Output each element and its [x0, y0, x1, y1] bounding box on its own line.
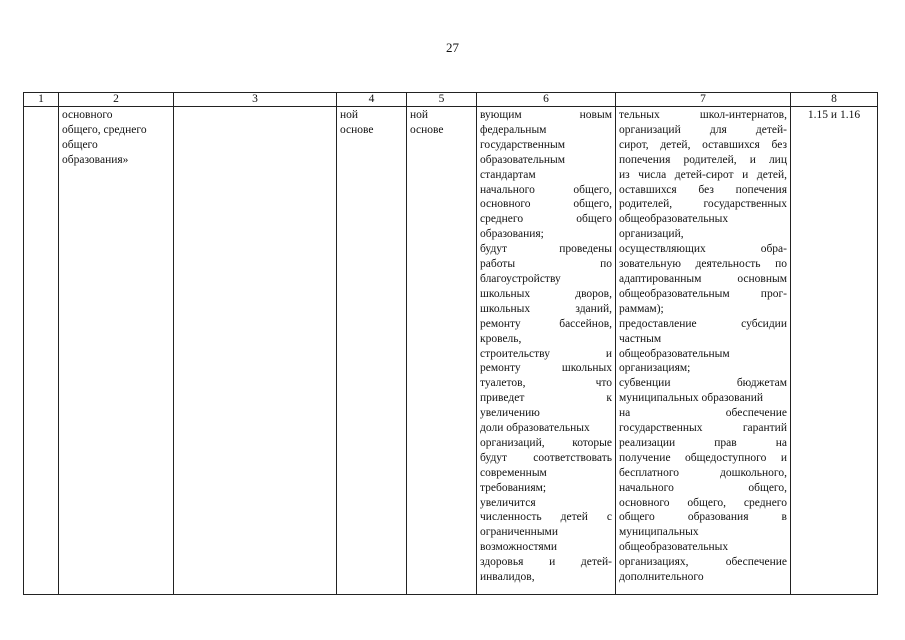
cell-col-3 — [174, 107, 337, 595]
cell-text-line: общеобразовательным — [619, 347, 730, 360]
cell-text-line: основе — [340, 123, 374, 136]
cell-text-line: ремонту бассейнов, — [480, 317, 612, 330]
cell-text-line: тельных школ-интернатов, — [619, 109, 787, 121]
cell-text-line: вующим новым — [480, 109, 612, 121]
cell-text-line: основного общего, — [480, 198, 612, 211]
cell-text-line: основе — [410, 123, 444, 136]
cell-text-line: среднего общего — [480, 213, 612, 226]
cell-text-line: адаптированным основным — [619, 272, 787, 285]
cell-text-line: школьных зданий, — [480, 302, 612, 315]
header-col-8: 8 — [791, 93, 878, 107]
cell-text-line: муниципальных — [619, 526, 699, 539]
cell-text-line: ной — [410, 109, 429, 121]
cell-text-line: ограниченными — [480, 526, 558, 539]
cell-text-line: благоустройству — [480, 272, 561, 285]
cell-text-line: здоровья и детей- — [480, 556, 612, 569]
cell-text-line: бесплатного дошкольного, — [619, 466, 787, 479]
cell-text-line: кровель, — [480, 332, 522, 345]
cell-text-line: работы по — [480, 258, 612, 271]
header-col-1: 1 — [24, 93, 59, 107]
cell-text-line: федеральным — [480, 123, 547, 136]
table-row — [24, 107, 878, 595]
header-col-3: 3 — [174, 93, 337, 107]
cell-text-line: сирот, детей, оставшихся без — [619, 138, 787, 151]
cell-col-2 — [59, 107, 174, 595]
cell-text-line: организаций, которые — [480, 436, 612, 449]
cell-text-line: организаций, — [619, 228, 684, 241]
header-col-5: 5 — [407, 93, 477, 107]
cell-text-line: численность детей с — [480, 511, 612, 524]
cell-text-line: общеобразовательным прог- — [619, 287, 787, 300]
cell-text-line: общего образования в — [619, 511, 787, 524]
cell-text-line: субвенции бюджетам — [619, 377, 787, 390]
cell-text-line: предоставление субсидии — [619, 317, 787, 330]
cell-text-line: реализации прав на — [619, 436, 787, 449]
header-col-6: 6 — [477, 93, 616, 107]
cell-text-line: осуществляющих обра- — [619, 243, 787, 256]
cell-text-line: зовательную деятельность по — [619, 258, 787, 271]
cell-text-line: частным — [619, 332, 662, 345]
cell-text-line: образования» — [62, 153, 129, 166]
cell-col-6 — [477, 107, 616, 595]
cell-text-line: ремонту школьных — [480, 362, 612, 375]
cell-text-line: строительству и — [480, 347, 612, 360]
cell-text-line: возможностями — [480, 541, 558, 554]
cell-text-line: требованиям; — [480, 481, 547, 494]
header-col-7: 7 — [616, 93, 791, 107]
cell-text-line: общего, среднего — [62, 123, 147, 136]
cell-text-line: общеобразовательных — [619, 541, 729, 554]
cell-text-line: получение общедоступного и — [619, 451, 787, 464]
cell-text-line: школьных дворов, — [480, 287, 612, 300]
cell-col-8 — [791, 107, 878, 595]
cell-text-line: образования; — [480, 228, 544, 241]
cell-text-line: общего — [62, 138, 98, 151]
cell-text-line: основного общего, среднего — [619, 496, 787, 509]
cell-col-4 — [337, 107, 407, 595]
cell-text-line: образовательным — [480, 153, 566, 166]
cell-text-line: раммам); — [619, 302, 664, 315]
cell-text-line: попечения родителей, и лиц — [619, 153, 787, 166]
cell-col-7 — [616, 107, 791, 595]
cell-text-line: дополнительного — [619, 571, 704, 584]
header-row — [24, 93, 878, 107]
cell-text-line: организациям; — [619, 362, 691, 375]
header-col-2: 2 — [59, 93, 174, 107]
cell-text-line: доли образовательных — [480, 422, 590, 435]
cell-text-line: муниципальных образований — [619, 392, 764, 405]
cell-text-line: современным — [480, 466, 547, 479]
cell-text-line: основного — [62, 109, 113, 121]
cell-text-line: начального общего, — [480, 183, 612, 196]
cell-text-line: увеличится — [480, 496, 536, 509]
cell-text-line: оставшихся без попечения — [619, 183, 787, 196]
cell-text-line: ной — [340, 109, 359, 121]
header-col-4: 4 — [337, 93, 407, 107]
cell-text-line: из числа детей-сирот и детей, — [619, 168, 787, 181]
cell-text-line: государственным — [480, 138, 566, 151]
cell-text-line: общеобразовательных — [619, 213, 729, 226]
page-number: 27 — [446, 40, 459, 55]
cell-text-line: приведет к — [480, 392, 612, 405]
cell-col-5 — [407, 107, 477, 595]
cell-text-line: родителей, государственных — [619, 198, 787, 211]
cell-text-line: на обеспечение — [619, 407, 787, 420]
cell-text-line: туалетов, что — [480, 377, 612, 390]
cell-text-line: 1.15 и 1.16 — [807, 109, 861, 121]
cell-text-line: организаций для детей- — [619, 123, 787, 136]
cell-text-line: начального общего, — [619, 481, 787, 494]
cell-text-line: организациях, обеспечение — [619, 556, 787, 569]
cell-col-1 — [24, 107, 59, 595]
cell-text-line: инвалидов, — [480, 571, 535, 584]
cell-text-line: будут соответствовать — [480, 451, 612, 464]
cell-text-line: государственных гарантий — [619, 422, 787, 435]
cell-text-line: стандартам — [480, 168, 536, 181]
document-table — [23, 92, 878, 595]
cell-text-line: увеличению — [480, 407, 540, 420]
cell-text-line: будут проведены — [480, 243, 612, 256]
